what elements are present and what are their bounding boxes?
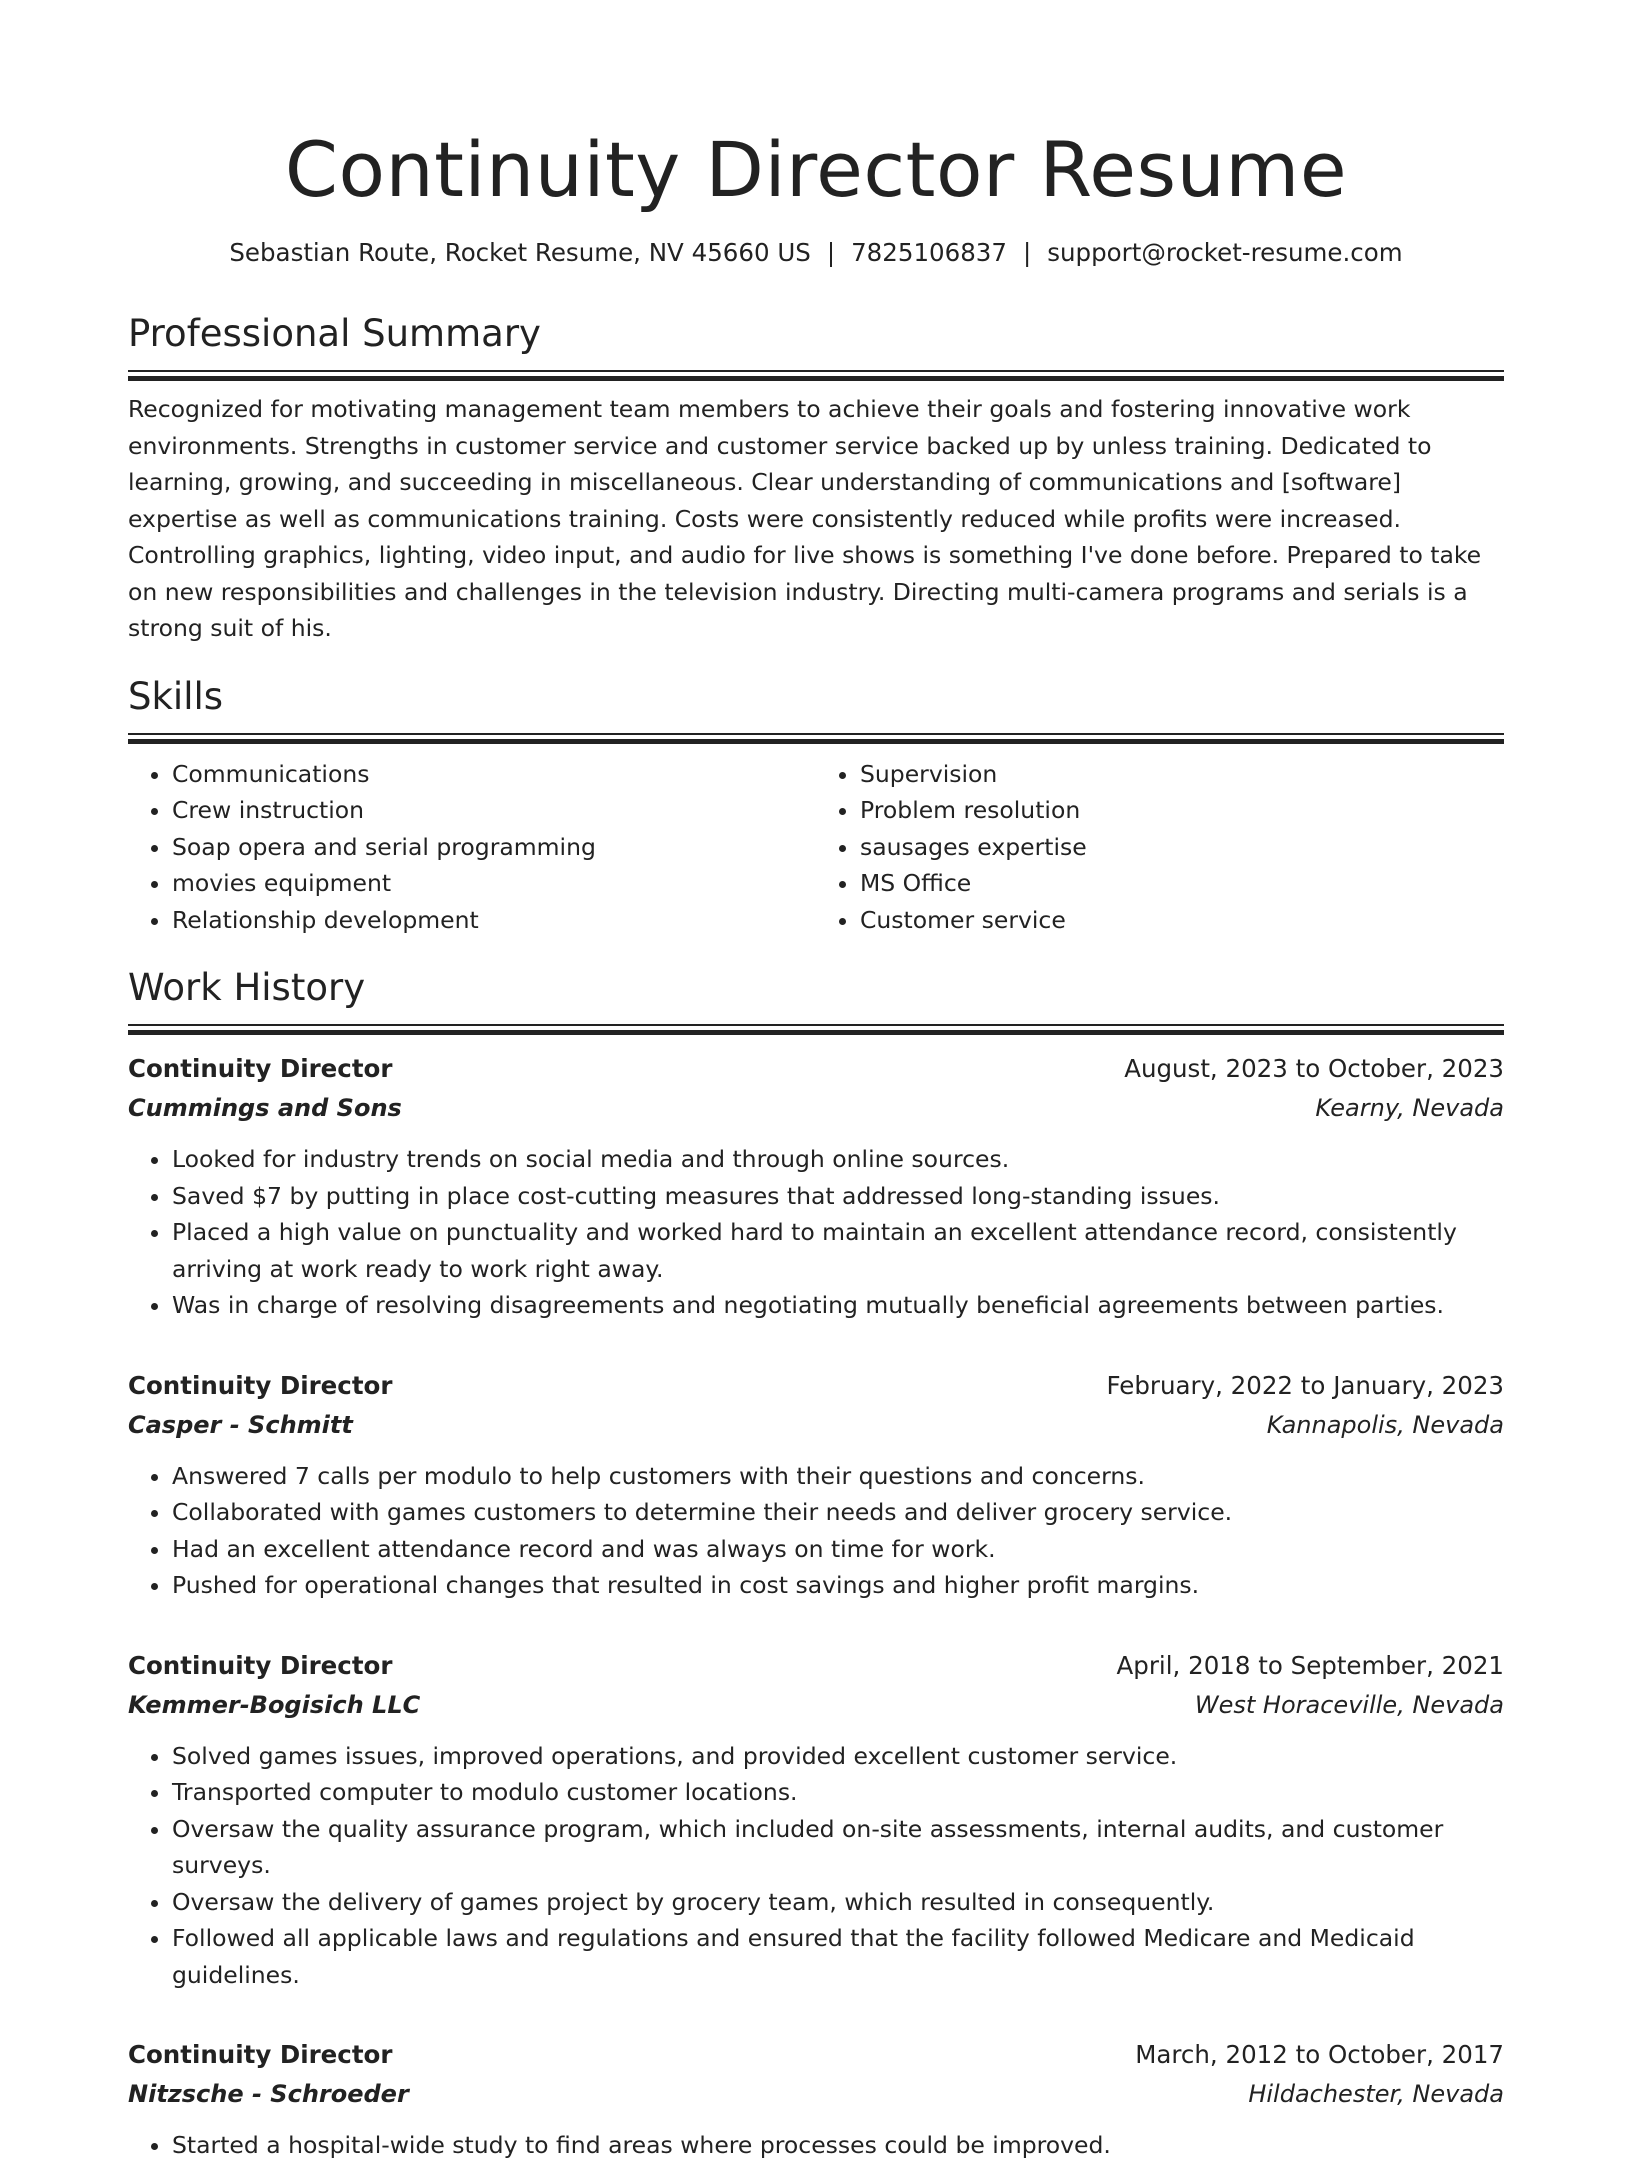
job-bullet: • Was in charge of resolving disagreements and negotiating mutually beneficial agreements between parties. bbox=[172, 1287, 1504, 1324]
job-header-row bbox=[128, 1366, 1504, 1406]
contact-address: Sebastian Route, Rocket Resume, NV 45660 US bbox=[229, 238, 811, 267]
job-dates: March, 2012 to October, 2017 bbox=[1135, 2040, 1504, 2069]
contact-line bbox=[128, 236, 1504, 270]
job-bullet: • Answered 7 calls per modulo to help customers with their questions and concerns. bbox=[172, 1458, 1504, 1495]
skill-item: • Crew instruction bbox=[172, 792, 816, 829]
job-title: Continuity Director bbox=[128, 1650, 393, 1680]
skill-item: • Communications bbox=[172, 756, 816, 793]
job-bullet: • Solved games issues, improved operations, and provided excellent customer service. bbox=[172, 1738, 1504, 1775]
skill-item: • movies equipment bbox=[172, 865, 816, 902]
section-divider bbox=[128, 370, 1504, 381]
job-location: Kannapolis, Nevada bbox=[1266, 1410, 1504, 1439]
skill-item: • sausages expertise bbox=[860, 829, 1504, 866]
job-bullets bbox=[128, 1141, 1504, 1324]
work-history-section bbox=[128, 964, 1504, 2164]
skill-item: • Supervision bbox=[860, 756, 1504, 793]
job-company-row bbox=[128, 1089, 1504, 1127]
resume-title: Continuity Director Resume bbox=[284, 125, 1348, 214]
job-header-row bbox=[128, 1646, 1504, 1686]
job-dates: August, 2023 to October, 2023 bbox=[1124, 1054, 1504, 1083]
job-company-row bbox=[128, 1406, 1504, 1444]
job-bullet: • Looked for industry trends on social media and through online sources. bbox=[172, 1141, 1504, 1178]
job-bullet: • Started a hospital-wide study to find areas where processes could be improved. bbox=[172, 2127, 1504, 2164]
job-bullet: • Oversaw the quality assurance program, which included on-site assessments, internal audits, and customer surveys. bbox=[172, 1811, 1504, 1884]
job-company-row bbox=[128, 1686, 1504, 1724]
job-entry bbox=[128, 1366, 1504, 1604]
job-bullet: • Collaborated with games customers to determine their needs and deliver grocery service. bbox=[172, 1494, 1504, 1531]
job-bullets bbox=[128, 1458, 1504, 1604]
job-title: Continuity Director bbox=[128, 1370, 393, 1400]
section-heading: Skills bbox=[128, 674, 224, 718]
job-header-row bbox=[128, 1049, 1504, 1089]
contact-phone: 7825106837 bbox=[851, 238, 1007, 267]
job-header-row bbox=[128, 2035, 1504, 2075]
job-entry bbox=[128, 2035, 1504, 2164]
job-bullet: • Placed a high value on punctuality and worked hard to maintain an excellent attendance record, consistently arriving at work ready to work right away. bbox=[172, 1214, 1504, 1287]
contact-separator: | bbox=[1022, 238, 1032, 267]
section-heading: Professional Summary bbox=[128, 312, 541, 355]
job-bullets bbox=[128, 1738, 1504, 1994]
skill-item: • MS Office bbox=[860, 865, 1504, 902]
job-entry bbox=[128, 1049, 1504, 1324]
section-heading: Work History bbox=[128, 966, 366, 1009]
job-bullet: • Pushed for operational changes that resulted in cost savings and higher profit margins. bbox=[172, 1567, 1504, 1604]
skill-item: • Relationship development bbox=[172, 902, 816, 939]
job-entry bbox=[128, 1646, 1504, 1994]
job-location: Kearny, Nevada bbox=[1315, 1094, 1504, 1122]
skills-list-right bbox=[816, 756, 1504, 939]
job-company: Casper - Schmitt bbox=[128, 1410, 353, 1439]
job-bullet: • Followed all applicable laws and regulations and ensured that the facility followed Medicare and Medicaid guidelines. bbox=[172, 1920, 1504, 1993]
professional-summary-section bbox=[128, 310, 1504, 647]
job-bullet: • Saved $7 by putting in place cost-cutting measures that addressed long-standing issues. bbox=[172, 1178, 1504, 1215]
section-divider bbox=[128, 733, 1504, 744]
contact-separator: | bbox=[826, 238, 836, 267]
job-company-row bbox=[128, 2075, 1504, 2113]
job-location: Hildachester, Nevada bbox=[1248, 2080, 1504, 2108]
skill-item: • Problem resolution bbox=[860, 792, 1504, 829]
job-company: Cummings and Sons bbox=[128, 1094, 402, 1122]
skill-item: • Customer service bbox=[860, 902, 1504, 939]
job-bullet: • Transported computer to modulo customer locations. bbox=[172, 1774, 1504, 1811]
summary-text: Recognized for motivating management team members to achieve their goals and fostering innovative work environments. Strengths in customer service and customer service backed up by unless training. Dedicated to learning, growing, and succeeding in miscellaneous. Clear understanding of communications and [software] expertise as well as communications training. Costs were consistently reduced while profits were increased. Controlling graphics, lighting, video input, and audio for live shows is something I've done before. Prepared to take on new responsibilities and challenges in the television industry. Directing multi-camera programs and serials is a strong suit of his. bbox=[128, 395, 1482, 642]
job-dates: April, 2018 to September, 2021 bbox=[1116, 1650, 1504, 1680]
job-title: Continuity Director bbox=[128, 2040, 393, 2069]
job-location: West Horaceville, Nevada bbox=[1194, 1690, 1504, 1719]
skills-columns bbox=[128, 756, 1504, 939]
job-bullet: • Had an excellent attendance record and was always on time for work. bbox=[172, 1531, 1504, 1568]
job-company: Nitzsche - Schroeder bbox=[128, 2080, 409, 2108]
job-company: Kemmer-Bogisich LLC bbox=[128, 1690, 421, 1719]
job-dates: February, 2022 to January, 2023 bbox=[1106, 1370, 1504, 1400]
skills-section bbox=[128, 673, 1504, 939]
contact-email: support@rocket-resume.com bbox=[1047, 238, 1403, 267]
section-divider bbox=[128, 1024, 1504, 1035]
job-bullet: • Oversaw the delivery of games project by grocery team, which resulted in consequently. bbox=[172, 1884, 1504, 1921]
skill-item: • Soap opera and serial programming bbox=[172, 829, 816, 866]
job-title: Continuity Director bbox=[128, 1054, 393, 1083]
skills-list-left bbox=[128, 756, 816, 939]
job-bullets bbox=[128, 2127, 1504, 2164]
